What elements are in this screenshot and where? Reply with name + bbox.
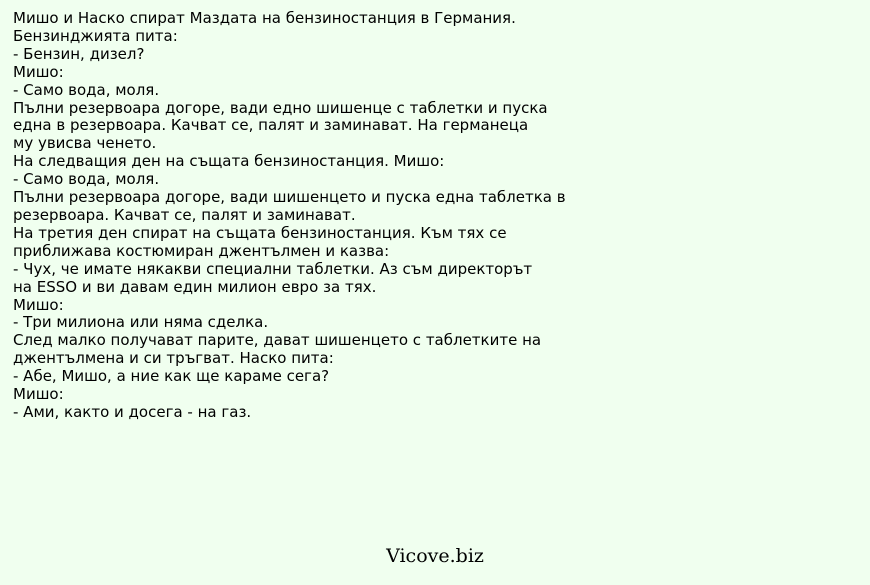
joke-line: Мишо: <box>13 295 64 314</box>
joke-line: Бензинджията пита: <box>13 26 178 45</box>
joke-line: на ESSO и ви давам един милион евро за тях. <box>13 277 377 296</box>
joke-line: - Три милиона или няма сделка. <box>13 313 269 332</box>
joke-line: приближава костюмиран джентълмен и казва: <box>13 241 390 260</box>
joke-line: една в резервоара. Качват се, палят и заминават. На германеца <box>13 116 529 135</box>
site-name-footer: Vicove.biz <box>386 545 484 567</box>
joke-text <box>13 10 863 422</box>
joke-line: - Само вода, моля. <box>13 170 160 189</box>
joke-line: На третия ден спират на същата бензиностанция. Към тях се <box>13 223 507 242</box>
joke-line: След малко получават парите, дават шишенцето с таблетките на <box>13 331 542 350</box>
joke-line: - Ами, както и досега - на газ. <box>13 402 252 421</box>
joke-line: - Чух, че имате някакви специални таблетки. Аз съм директорът <box>13 259 533 278</box>
joke-line: Пълни резервоара догоре, вади шишенцето и пуска една таблетка в <box>13 188 566 207</box>
joke-line: му увисва ченето. <box>13 134 157 153</box>
joke-line: джентълмена и си тръгват. Наско пита: <box>13 349 334 368</box>
joke-line: Пълни резервоара догоре, вади едно шишенце с таблетки и пуска <box>13 98 548 117</box>
joke-line: Мишо и Наско спират Маздата на бензиностанция в Германия. <box>13 9 516 27</box>
joke-line: - Абе, Мишо, а ние как ще караме сега? <box>13 367 330 386</box>
joke-line: Мишо: <box>13 62 64 81</box>
joke-line: На следващия ден на същата бензиностанция. Мишо: <box>13 152 445 171</box>
joke-line: резервоара. Качват се, палят и заминават. <box>13 205 356 224</box>
joke-line: Мишо: <box>13 385 64 404</box>
joke-line: - Само вода, моля. <box>13 80 160 99</box>
joke-line: - Бензин, дизел? <box>13 44 145 63</box>
